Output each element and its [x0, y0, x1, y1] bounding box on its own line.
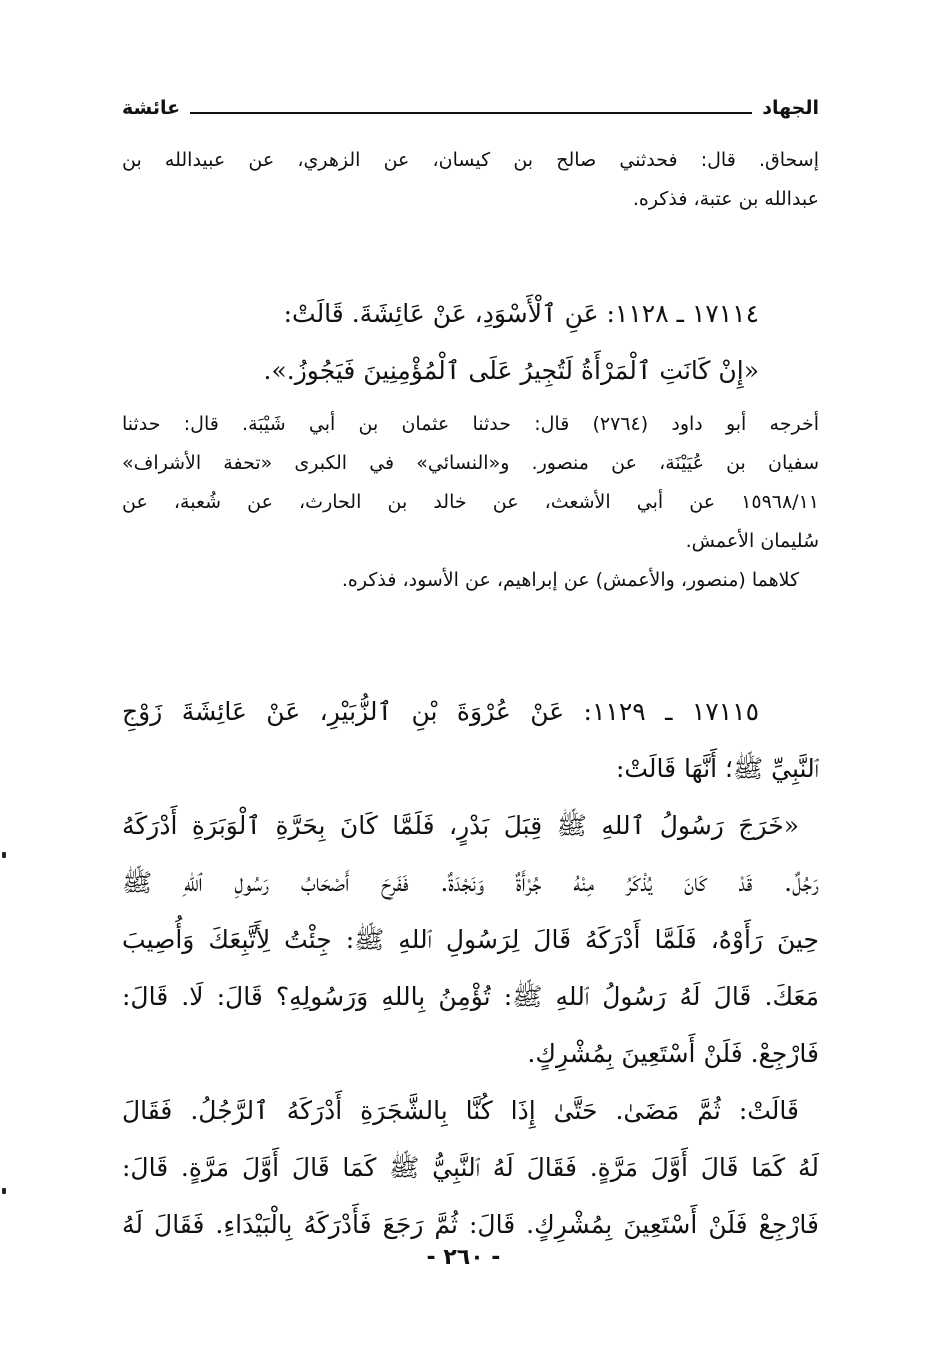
hadith-1129-line-6: مَعَكَ. قَالَ لَهُ رَسُولُ ٱللهِ ﷺ: تُؤْمِنُ بِاللهِ وَرَسُولِهِ؟ قَالَ: لَا. قَالَ:: [122, 982, 819, 1011]
hadith-1129-text: [122, 683, 819, 1253]
narrator-title: عائشة: [122, 97, 181, 119]
hadith-1129-line-7: فَارْجِعْ. فَلَنْ أَسْتَعِينَ بِمُشْرِكٍ.: [527, 1039, 819, 1068]
margin-speck: [2, 852, 6, 858]
intro-line-1: إسحاق. قال: فحدثني صالح بن كيسان، عن الزهري، عن عبيدالله بن: [122, 149, 819, 171]
hadith-1128-line-2: «إِنْ كَانَتِ ٱلْمَرْأَةُ لَتُجِيرُ عَلَى ٱلْمُؤْمِنِينَ فَيَجُوزُ.».: [263, 356, 759, 385]
page-number: - ٢٦٠ -: [426, 1245, 501, 1270]
hadith-1129-line-3: «خَرَجَ رَسُولُ ٱللهِ ﷺ قِبَلَ بَدْرٍ، فَلَمَّا كَانَ بِحَرَّةِ ٱلْوَبَرَةِ أَدْرَكَهُ: [122, 811, 799, 840]
section-title: الجهاد: [762, 97, 819, 119]
hadith-1129-line-5: حِينَ رَأَوْهُ، فَلَمَّا أَدْرَكَهُ قَالَ لِرَسُولِ ٱللهِ ﷺ: جِئْتُ لِأَتَّبِعَكَ وَأُصِيبَ: [122, 925, 819, 954]
hadith-1129-line-10: فَارْجِعْ فَلَنْ أَسْتَعِينَ بِمُشْرِكٍ. قَالَ: ثُمَّ رَجَعَ فَأَدْرَكَهُ بِالْبَيْدَاءِ. فَقَالَ لَهُ: [122, 1210, 819, 1239]
takhrij-line-2: سفيان بن عُيَيْنَة، عن منصور. و«النسائي» في الكبرى «تحفة الأشراف»: [122, 452, 819, 474]
hadith-1129-line-2: ٱلنَّبِيِّ ﷺ؛ أَنَّهَا قَالَتْ:: [615, 754, 819, 783]
intro-paragraph: [122, 141, 819, 219]
running-header: [122, 92, 819, 120]
hadith-1128-text: [122, 285, 819, 399]
takhrij-summary: كلاهما (منصور، والأعمش) عن إبراهيم، عن الأسود، فذكره.: [341, 569, 799, 591]
takhrij-line-1: أخرجه أبو داود (٢٧٦٤) قال: حدثنا عثمان بن أبي شَيْبَة. قال: حدثنا: [122, 413, 819, 435]
hadith-1129-line-4: رَجُلٌ. قَدْ كَانَ يُذْكَرُ مِنْهُ جُرْأَةٌ وَنَجْدَةٌ. فَفَرِحَ أَصْحَابُ رَسُولِ ٱللهِ ﷺ: [122, 868, 819, 897]
hadith-1129-line-9: لَهُ كَمَا قَالَ أَوَّلَ مَرَّةٍ. فَقَالَ لَهُ ٱلنَّبِيُّ ﷺ كَمَا قَالَ أَوَّلَ مَرَّةٍ. قَالَ:: [122, 1153, 819, 1182]
hadith-1129-line-8: قَالَتْ: ثُمَّ مَضَىٰ. حَتَّىٰ إِذَا كُنَّا بِالشَّجَرَةِ أَدْرَكَهُ ٱلرَّجُلُ. فَقَالَ: [122, 1096, 799, 1125]
intro-line-2: عبدالله بن عتبة، فذكره.: [632, 188, 819, 210]
hadith-1128-line-1: ١٧١١٤ ـ ١١٢٨: عَنِ ٱلْأَسْوَدِ، عَنْ عَائِشَةَ. قَالَتْ:: [283, 299, 759, 328]
takhrij-line-4: سُليمان الأعمش.: [685, 530, 819, 552]
margin-speck: [2, 1188, 6, 1194]
header-rule: [190, 112, 752, 114]
takhrij-line-3: ١٥٩٦٨/١١ عن أبي الأشعث، عن خالد بن الحارث، عن شُعبة، عن: [122, 491, 819, 513]
hadith-1128-takhrij: [122, 405, 819, 600]
hadith-1129-line-1: ١٧١١٥ ـ ١١٢٩: عَنْ عُرْوَةَ بْنِ ٱلزُّبَيْرِ، عَنْ عَائِشَةَ زَوْجِ: [122, 697, 759, 726]
